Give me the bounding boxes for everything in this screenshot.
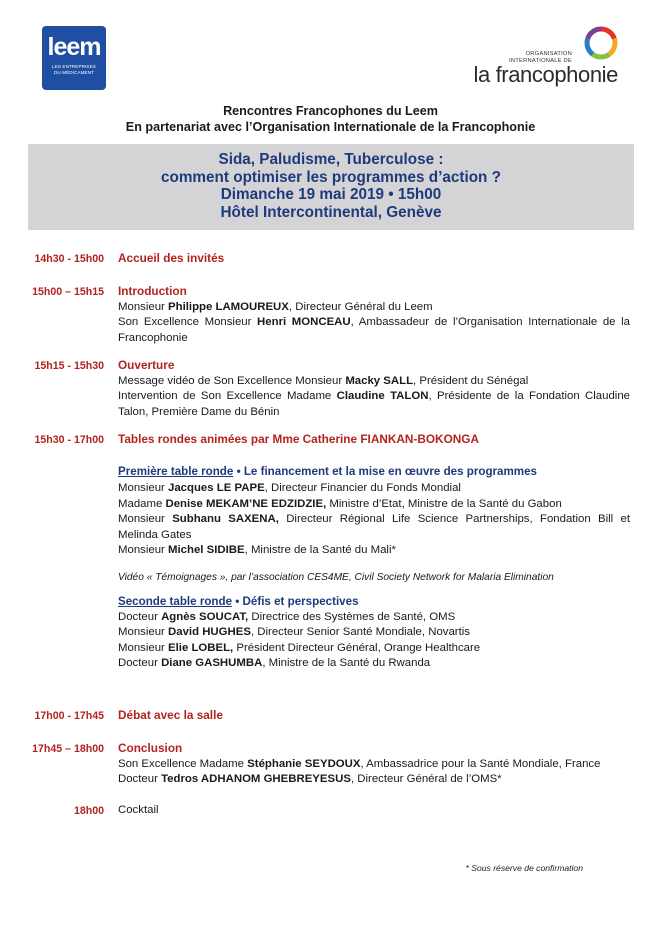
program-heading: Accueil des invités <box>118 251 225 265</box>
speaker-name: Denise MEKAM’NE EDZIDZIE, <box>165 497 327 510</box>
speaker-line <box>118 497 630 513</box>
speaker-name: Macky SALL <box>345 374 414 387</box>
leem-tagline-line: LES ENTREPRISES <box>52 64 96 69</box>
program-heading: Cocktail <box>118 804 159 816</box>
round-table-theme: • Défis et perspectives <box>232 595 359 608</box>
speaker-title: Intervention de Son Excellence Madame <box>118 390 337 402</box>
speaker-role: , Ministre de la Santé du Rwanda <box>262 657 431 669</box>
round-table-speakers <box>118 610 630 672</box>
speaker-role: , Directeur Général du Leem <box>288 300 433 313</box>
program-content <box>118 741 630 788</box>
speaker-title: Monsieur <box>118 544 169 556</box>
program-time: 17h45 – 18h00 <box>32 743 104 755</box>
program-content <box>118 432 630 672</box>
program-heading: Introduction <box>118 284 187 298</box>
program-content <box>118 251 630 267</box>
speaker-title: Madame <box>118 497 166 510</box>
speaker-title: Monsieur <box>118 482 169 494</box>
speaker-name: Tedros ADHANOM GHEBREYESUS <box>161 773 351 785</box>
event-banner <box>28 144 634 230</box>
speaker-name: Henri MONCEAU <box>257 316 351 328</box>
speaker-name: Subhanu SAXENA, <box>172 513 279 525</box>
speaker-name: David HUGHES <box>168 626 251 638</box>
event-subtitle: En partenariat avec l’Organisation Internationale de la Francophonie <box>125 120 536 134</box>
round-table-label: Première table ronde <box>118 464 234 478</box>
speaker-line <box>118 543 630 559</box>
speaker-title: Son Excellence Monsieur <box>118 316 258 328</box>
banner-venue: Hôtel Intercontinental, Genève <box>220 203 442 221</box>
leem-logo-word: leem <box>47 33 101 61</box>
francophonie-logo <box>470 26 630 90</box>
speaker-role: Directrice des Systèmes de Santé, OMS <box>248 610 456 623</box>
speaker-title: Docteur <box>118 773 162 785</box>
speaker-line <box>118 625 630 641</box>
speaker-name: Michel SIDIBE <box>168 544 245 556</box>
program-heading: Ouverture <box>118 358 175 372</box>
program-time: 14h30 - 15h00 <box>34 253 104 265</box>
speaker-role: Directeur Régional Life Science Partnerships, Fondation Bill et Melinda Gates <box>118 513 630 541</box>
speaker-line <box>118 757 630 773</box>
speaker-title: Monsieur <box>118 513 173 525</box>
speaker-title: Docteur <box>118 657 162 669</box>
speaker-title: Message vidéo de Son Excellence Monsieur <box>118 374 346 387</box>
round-table-theme: • Le financement et la mise en œuvre des programmes <box>233 464 538 478</box>
speaker-line <box>118 374 630 390</box>
speaker-title: Docteur <box>118 610 162 623</box>
program-time: 15h15 - 15h30 <box>34 360 104 372</box>
round-table-speakers <box>118 481 630 559</box>
speaker-role: , Directeur Senior Santé Mondiale, Novartis <box>250 626 470 638</box>
program-content <box>118 358 630 420</box>
round-table-heading <box>118 594 630 610</box>
speaker-role: , Ambassadeur de l’Organisation Internationale de la Francophonie <box>118 316 630 344</box>
speaker-line <box>118 512 630 543</box>
speaker-title: Monsieur <box>118 300 169 313</box>
program-heading: Débat avec la salle <box>118 708 223 722</box>
speaker-title: Monsieur <box>118 626 169 638</box>
speaker-line <box>118 389 630 420</box>
francophonie-org-line: INTERNATIONALE DE <box>509 57 572 64</box>
program-time: 15h00 – 15h15 <box>32 286 104 298</box>
speaker-line <box>118 300 630 316</box>
speaker-role: , Ministre de la Santé du Mali* <box>244 544 396 556</box>
speaker-line <box>118 315 630 346</box>
speaker-role: , Directeur Général de l’OMS* <box>350 773 502 785</box>
speaker-name: Diane GASHUMBA <box>161 657 263 669</box>
program-time: 18h00 <box>73 805 104 817</box>
program-heading: Conclusion <box>118 741 183 755</box>
speaker-name: Stéphanie SEYDOUX <box>247 757 361 770</box>
francophonie-ring-icon <box>584 26 618 60</box>
banner-date: Dimanche 19 mai 2019 • 15h00 <box>220 186 442 203</box>
confirmation-footnote: * Sous réserve de confirmation <box>465 863 583 873</box>
round-table-heading <box>118 464 630 480</box>
video-testimonial-note: Vidéo « Témoignages », par l’association CES4ME, Civil Society Network for Malaria Elimination <box>118 571 554 583</box>
speaker-line <box>118 481 630 497</box>
banner-topic: Sida, Paludisme, Tuberculose : <box>218 151 444 168</box>
round-table-label: Seconde table ronde <box>118 595 233 608</box>
leem-tagline-line: DU MÉDICAMENT <box>53 69 95 75</box>
program-time: 17h00 - 17h45 <box>34 710 104 722</box>
program-heading: Tables rondes animées par Mme Catherine FIANKAN-BOKONGA <box>118 432 479 446</box>
speaker-name: Claudine TALON <box>336 390 429 402</box>
speaker-name: Elie LOBEL, <box>168 641 234 654</box>
program-content <box>118 284 630 346</box>
speaker-role: , Directeur Financier du Fonds Mondial <box>264 482 461 494</box>
speaker-role: , Président du Sénégal <box>413 374 529 387</box>
speaker-line <box>118 641 630 657</box>
speaker-line <box>118 610 630 626</box>
speaker-role: , Présidente de la Fondation Claudine Talon, Première Dame du Bénin <box>118 390 631 418</box>
speaker-name: Jacques LE PAPE <box>168 482 265 494</box>
speaker-role: Ministre d’Etat, Ministre de la Santé du Gabon <box>326 497 562 510</box>
banner-topic-question: comment optimiser les programmes d’action ? <box>160 168 501 186</box>
program-time: 15h30 - 17h00 <box>34 434 104 446</box>
speaker-line <box>118 772 630 788</box>
speaker-line <box>118 656 630 672</box>
francophonie-org-line: ORGANISATION <box>525 51 572 57</box>
program-content <box>118 803 630 819</box>
francophonie-wordmark: la francophonie <box>473 62 618 87</box>
leem-logo <box>42 26 106 90</box>
speaker-title: Monsieur <box>118 641 169 654</box>
speaker-name: Agnès SOUCAT, <box>161 610 249 623</box>
event-title: Rencontres Francophones du Leem <box>223 104 438 118</box>
speaker-title: Son Excellence Madame <box>118 757 248 770</box>
speaker-name: Philippe LAMOUREUX <box>168 300 289 313</box>
program-content <box>118 708 630 724</box>
leem-logo-tagline <box>42 64 106 75</box>
speaker-role: Président Directeur Général, Orange Healthcare <box>233 641 481 654</box>
speaker-role: , Ambassadrice pour la Santé Mondiale, France <box>360 757 601 770</box>
